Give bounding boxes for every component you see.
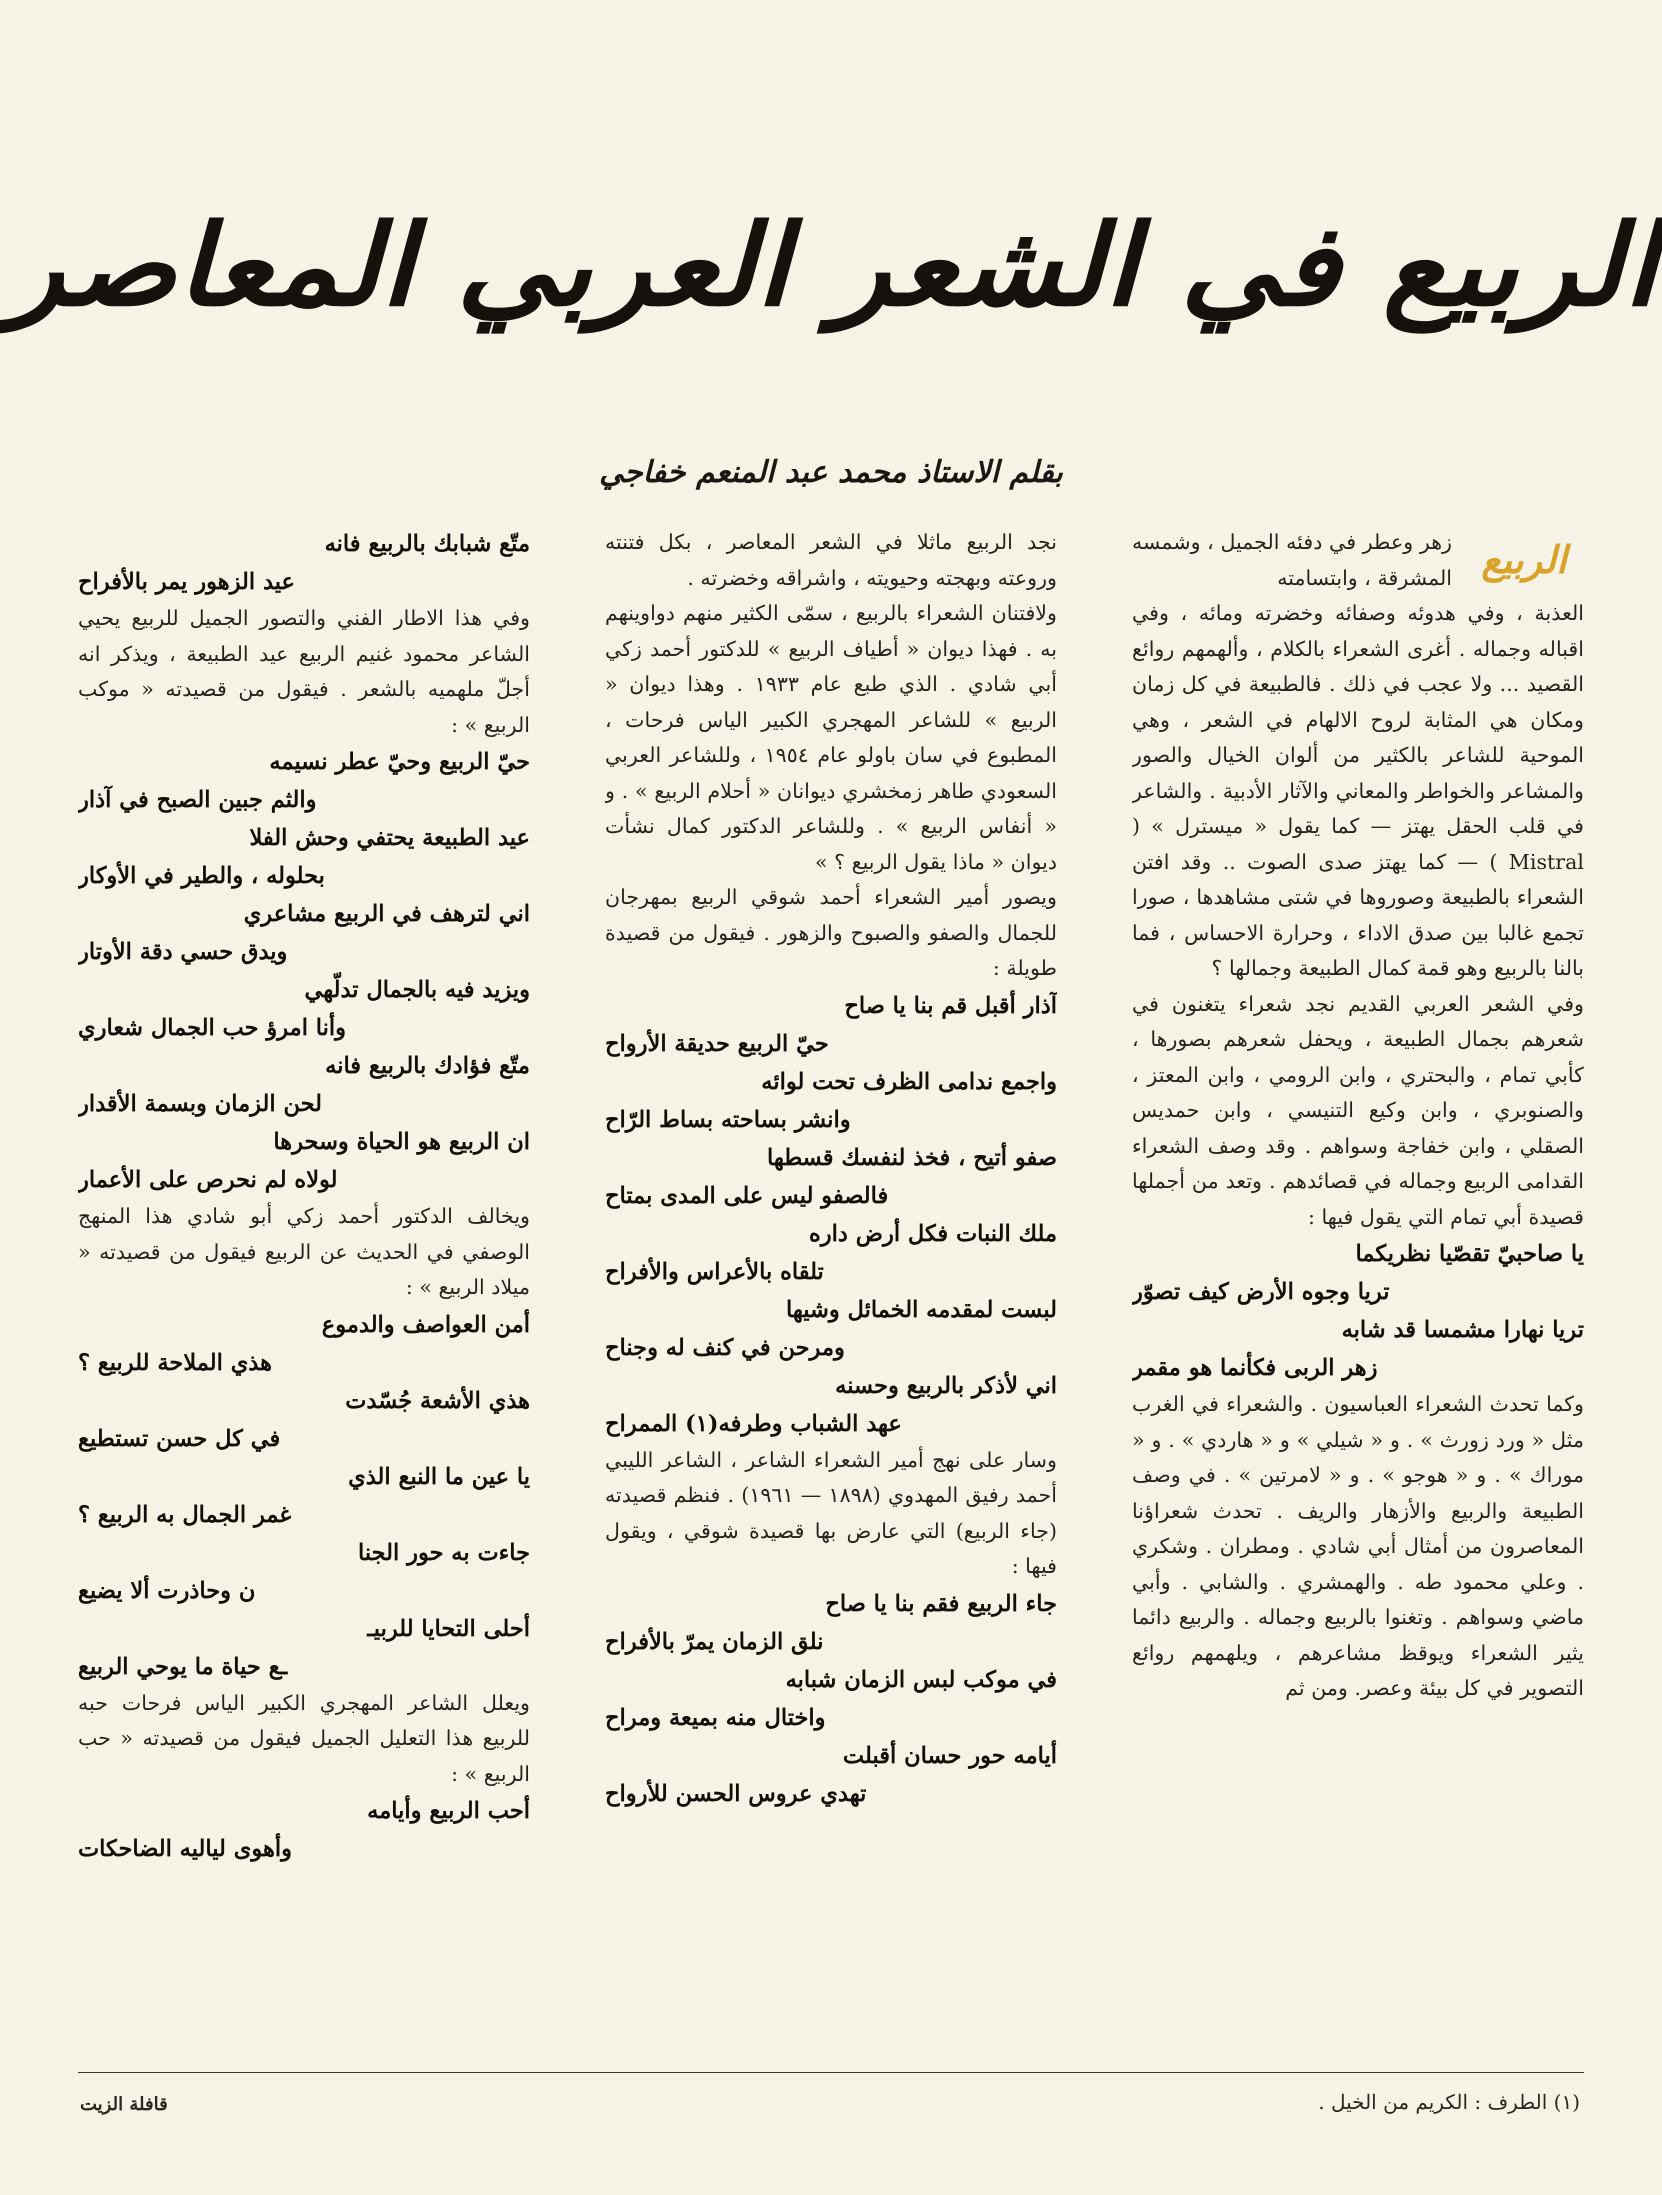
verse-line: غمر الجمال به الربيع ؟ [78, 1501, 292, 1528]
verse-line: ومرحن في كنف له وجناح [605, 1334, 845, 1361]
verse-line: فالصفو ليس على المدى بمتاح [605, 1182, 889, 1209]
verse-line: جاءت به حور الجنا [357, 1539, 530, 1566]
verse-line: ملك النبات فكل أرض داره [809, 1220, 1057, 1247]
verse-line: يا عين ما النبع الذي [348, 1463, 530, 1490]
verse-line: عيد الطبيعة يحتفي وحش الفلا [249, 825, 530, 851]
verse-line: واجمع ندامى الظرف تحت لوائه [761, 1068, 1057, 1095]
verse-line: تهدي عروس الحسن للأرواح [605, 1780, 867, 1807]
verse-line: وأنا امرؤ حب الجمال شعاري [78, 1015, 347, 1041]
verse-line: ويدق حسي دقة الأوتار [78, 939, 288, 965]
verse-line: أيامه حور حسان أقبلت [842, 1742, 1057, 1769]
verse-line: والثم جبين الصبح في آذار [78, 787, 317, 813]
verse-block [78, 743, 530, 1199]
verse-line: في موكب لبس الزمان شبابه [785, 1666, 1057, 1693]
verse-block [605, 1585, 1057, 1813]
verse-line: تريا وجوه الأرض كيف تصوّر [1132, 1279, 1390, 1305]
verse-line: أمن العواصف والدموع [321, 1311, 530, 1338]
byline: بقلم الاستاذ محمد عبد المنعم خفاجي [599, 455, 1063, 490]
verse-line: عهد الشباب وطرفه(١) الممراح [605, 1410, 902, 1437]
column-1 [1132, 525, 1584, 2055]
verse-line: لولاه لم نحرص على الأعمار [78, 1167, 338, 1193]
verse-line: ان الربيع هو الحياة وسحرها [273, 1129, 530, 1155]
verse-line: في كل حسن تستطيع [78, 1425, 281, 1452]
verse-line: وأهوى لياليه الضاحكات [78, 1836, 292, 1862]
paragraph: ويصور أمير الشعراء أحمد شوقي الربيع بمهرجان للجمال والصفو والصبوح والزهور . فيقول من قصيدة طويلة : [605, 885, 1057, 980]
verse-line: حيّ الربيع حديقة الأرواح [605, 1030, 829, 1057]
verse-line: تلقاه بالأعراس والأفراح [605, 1258, 824, 1285]
masthead [5, 150, 1657, 380]
verse-line: متّع فؤادك بالربيع فانه [325, 1053, 530, 1079]
verse-line: اني لأذكر بالربيع وحسنه [835, 1372, 1057, 1399]
paragraph: وفي الشعر العربي القديم نجد شعراء يتغنون في شعرهم بجمال الطبيعة ، ويحفل شعرهم بصورها ، كأبي تمام ، والبحتري ، وابن الرومي ، وابن المعتز ، والصنوبري ، وابن وكيع التنيسي ، وابن حمديس الصقلي ، وابن خفاجة وسواهم . وقد وصف الشعراء القدامى الربيع وجماله في قصائدهم . وتعد من أجملها قصيدة أبي تمام التي يقول فيها : [1132, 991, 1584, 1229]
verse-line: هذي الأشعة جُسّدت [345, 1387, 530, 1414]
verse-line: تريا نهارا مشمسا قد شابه [1341, 1317, 1584, 1343]
paragraph: نجد الربيع ماثلا في الشعر المعاصر ، بكل فتنته وروعته وبهجته وحيويته ، واشراقه وخضرته . [605, 530, 1057, 590]
verse-line: جاء الربيع فقم بنا يا صاح [825, 1590, 1057, 1617]
verse-line: صفو أتيح ، فخذ لنفسك قسطها [766, 1144, 1057, 1171]
verse-line: ن وحاذرت ألا يضيع [78, 1577, 256, 1604]
verse-line: أحلى التحايا للربيـ [367, 1615, 530, 1642]
verse-line: هذي الملاحة للربيع ؟ [78, 1349, 272, 1376]
dropcap-ornament [1464, 529, 1584, 589]
paragraph: ويخالف الدكتور أحمد زكي أبو شادي هذا المنهج الوصفي في الحديث عن الربيع فيقول من قصيدته « ميلاد الربيع » : [78, 1204, 530, 1299]
verse-line: متّع شبابك بالربيع فانه [324, 531, 530, 557]
verse-line: آذار أقبل قم بنا يا صاح [844, 992, 1057, 1019]
verse-block [605, 987, 1057, 1443]
verse-block [1132, 1235, 1584, 1387]
paragraph: وكما تحدث الشعراء العباسيون . والشعراء في الغرب مثل « ورد زورث » . و « شيلي » و « هاردي » . و « موراك » . و « هوجو » . و « لامرتين » . في وصف الطبيعة والربيع والأزهار والريف . تحدث شعراؤنا المعاصرون من أمثال أبي شادي . ومطران . وشكري . وعلي محمود طه . والهمشري . والشابي . وأبي ماضي وسواهم . وتغنوا بالربيع وجماله . والربيع دائما يثير الشعراء ويوقظ مشاعرهم ، ويلهمهم روائع التصوير في كل بيئة وعصر. ومن ثم [1132, 1392, 1584, 1700]
dropcap-text: الربيع [1481, 536, 1567, 582]
paragraph: وسار على نهج أمير الشعراء الشاعر ، الشاعر الليبي أحمد رفيق المهدوي (١٨٩٨ — ١٩٦١) . فنظم قصيدته (جاء الربيع) التي عارض بها قصيدة شوقي ، ويقول فيها : [605, 1447, 1057, 1578]
article-title: الربيع في الشعر العربي المعاصر [5, 198, 1657, 332]
article-body [78, 525, 1584, 2055]
verse-line: لبست لمقدمه الخمائل وشيها [785, 1296, 1057, 1323]
footer-rule [78, 2072, 1584, 2073]
column-3 [78, 525, 530, 2055]
verse-line: عيد الزهور يمر بالأفراح [78, 569, 295, 595]
column-2 [605, 525, 1057, 2055]
verse-line: يا صاحبيّ تقصّيا نظريكما [1355, 1241, 1584, 1267]
paragraph: ولافتنان الشعراء بالربيع ، سمّى الكثير منهم دواوينهم به . فهذا ديوان « أطياف الربيع » للدكتور أحمد زكي أبي شادي . الذي طبع عام ١٩٣٣ . وهذا ديوان « الربيع » للشاعر المهجري الكبير الياس فرحات ، المطبوع في سان باولو عام ١٩٥٤ ، وللشاعر العربي السعودي طاهر زمخشري ديوانان « أحلام الربيع » . و « أنفاس الربيع » . وللشاعر الدكتور كمال نشأت ديوان « ماذا يقول الربيع ؟ » [605, 601, 1057, 874]
verse-line: ويزيد فيه بالجمال تدلّهي [304, 977, 530, 1003]
verse-line: ـع حياة ما يوحي الربيع [78, 1653, 288, 1680]
verse-line: واختال منه بميعة ومراح [605, 1704, 826, 1731]
verse-block [78, 525, 530, 601]
magazine-name: قافلة الزيت [80, 2094, 168, 2115]
paragraph: ويعلل الشاعر المهجري الكبير الياس فرحات حبه للربيع هذا التعليل الجميل فيقول من قصيدته « حب الربيع » : [78, 1690, 530, 1786]
paragraph: وفي هذا الاطار الفني والتصور الجميل للربيع يحيي الشاعر محمود غنيم الربيع عيد الطبيعة ، ويذكر انه أجلّ ملهميه بالشعر . فيقول من قصيدته « موكب الربيع » : [78, 606, 530, 737]
verse-line: اني لترهف في الربيع مشاعري [243, 901, 530, 927]
lead-paragraph: زهر وعطر في دفئه الجميل ، وشمسه المشرقة ، وابتسامته [1132, 530, 1452, 590]
paragraph: العذبة ، وفي هدوئه وصفائه وخضرته ومائه ، وفي اقباله وجماله . أغرى الشعراء بالكلام ، وألهمهم روائع القصيد ... ولا عجب في ذلك . فالطبيعة في كل زمان ومكان هي المثابة لروح الالهام في الشعر ، وهي الموحية للشاعر بالكثير من ألوان الخيال والصور والمشاعر والخواطر والمعاني والآثار الأدبية . والشاعر في قلب الحقل يهتز — كما يقول « ميسترل » ( Mistral ) — كما يهتز صدى الصوت .. وقد افتن الشعراء بالطبيعة وصوروها في شتى مشاهدها ، صورا تجمع غالبا بين صدق الاداء ، وحرارة الاحساس ، فما بالنا بالربيع وهو قمة كمال الطبيعة وجمالها ؟ [1132, 601, 1584, 980]
verse-line: حيّ الربيع وحيّ عطر نسيمه [269, 749, 530, 775]
verse-line: زهر الربى فكأنما هو مقمر [1132, 1355, 1378, 1381]
verse-line: بحلوله ، والطير في الأوكار [78, 863, 325, 889]
verse-line: وانشر بساحته بساط الرّاح [605, 1106, 851, 1133]
footnote: (١) الطرف : الكريم من الخيل . [1318, 2090, 1580, 2114]
verse-line: أحب الربيع وأيامه [367, 1798, 530, 1824]
verse-block [78, 1792, 530, 1868]
verse-line: نلق الزمان يمرّ بالأفراح [605, 1628, 824, 1655]
verse-block [78, 1306, 530, 1686]
verse-line: لحن الزمان وبسمة الأقدار [78, 1091, 322, 1117]
